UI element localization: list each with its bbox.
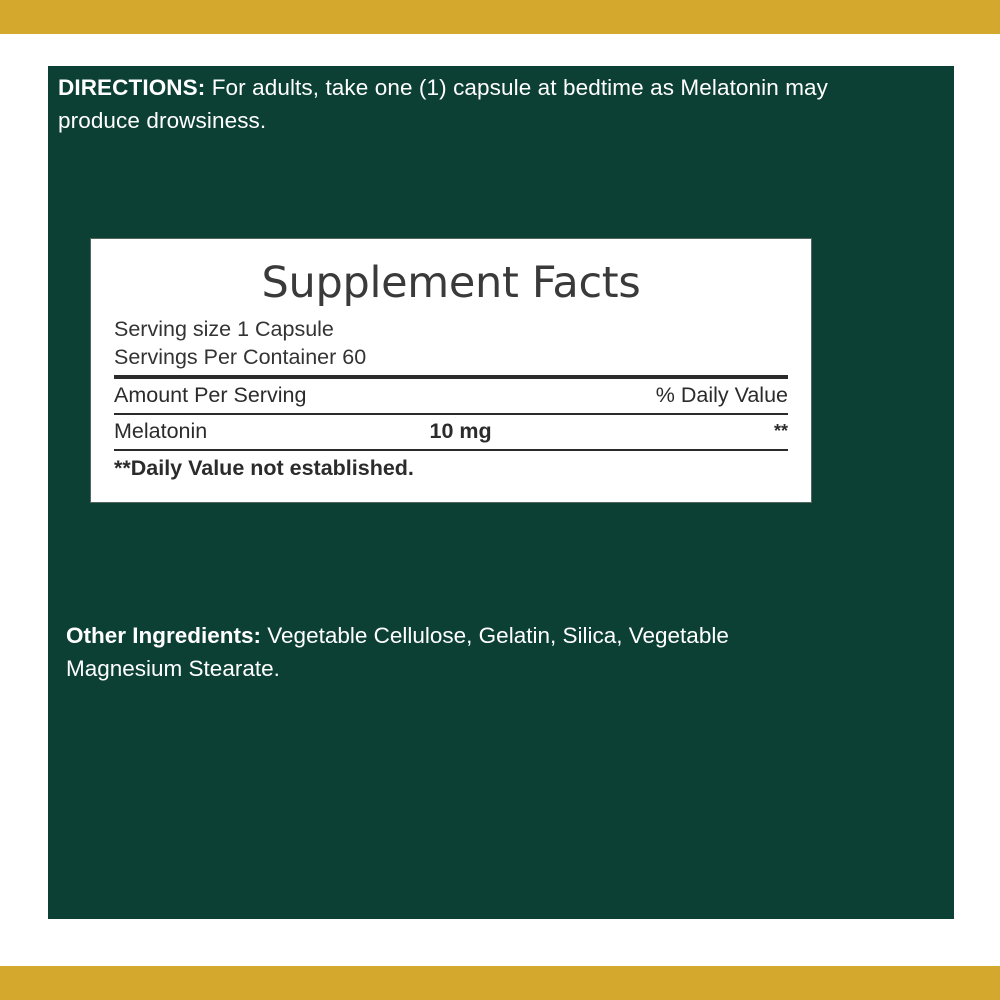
serving-size: Serving size 1 Capsule [114,317,334,341]
directions-block [58,72,858,137]
nutrient-name: Melatonin [114,419,208,444]
top-gold-bar [0,0,1000,34]
other-ingredients-label: Other Ingredients: [66,623,262,648]
nutrient-daily-value: ** [773,421,788,442]
bottom-gold-bar [0,966,1000,1000]
directions-text: For adults, take one (1) capsule at bedtime as Melatonin may produce drowsiness. [58,75,829,133]
right-white-margin [988,34,1000,966]
nutrient-amount: 10 mg [429,419,492,444]
directions-label: DIRECTIONS: [58,75,206,100]
supplement-facts-inner [99,247,803,494]
other-ingredients-text: Vegetable Cellulose, Gelatin, Silica, Vegetable Magnesium Stearate. [66,623,729,681]
daily-value-label: % Daily Value [655,383,788,408]
amount-header-row [114,379,788,413]
supplement-facts-panel [90,238,812,503]
amount-per-serving-label: Amount Per Serving [114,383,307,408]
left-white-margin [0,34,12,966]
table-row [114,415,788,449]
servings-per-container: Servings Per Container 60 [114,344,367,369]
other-ingredients-block [66,620,806,685]
daily-value-footnote: **Daily Value not established. [114,456,414,481]
supplement-facts-title: Supplement Facts [261,258,641,308]
